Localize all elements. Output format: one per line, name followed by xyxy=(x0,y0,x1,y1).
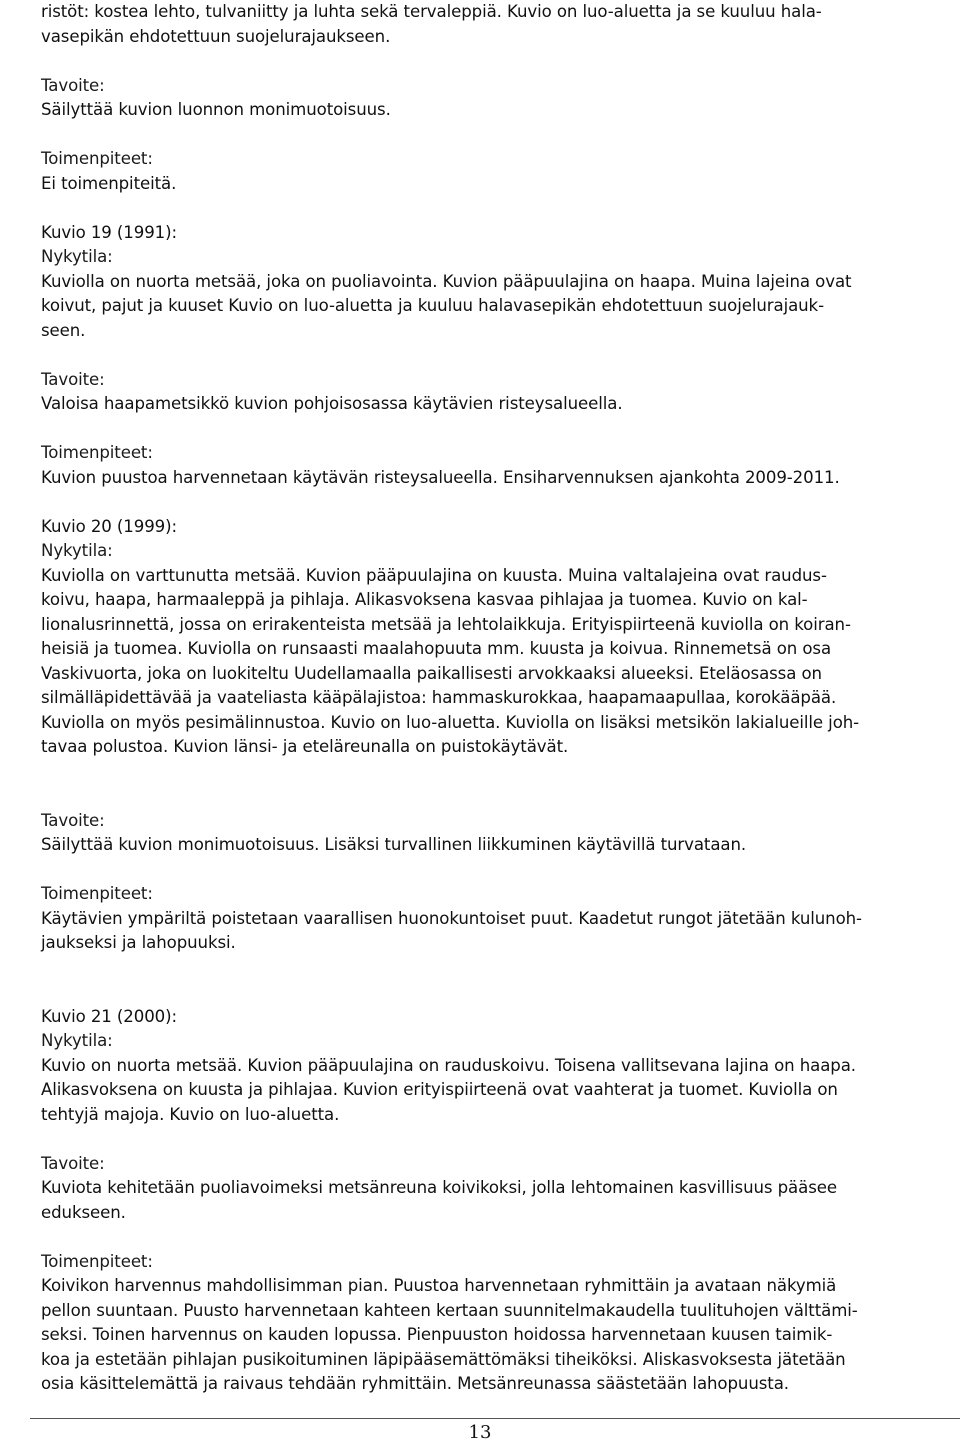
tavoite-label: Tavoite: xyxy=(41,75,105,95)
text-line: heisiä ja tuomea. Kuviolla on runsaasti maalahopuuta mm. kuusta ja koivua. Rinnemetsä on osa xyxy=(41,639,832,658)
toimenpiteet-label: Toimenpiteet: xyxy=(41,884,153,903)
tavoite-text: Valoisa haapametsikkö kuvion pohjoisosassa käytävien risteysalueella. xyxy=(41,394,623,413)
toimenpiteet-text: Ei toimenpiteitä. xyxy=(41,173,177,193)
text-line: koa ja estetään pihlajan pusikoituminen läpipääsemättömäksi tiheiköksi. Aliskasvoksesta jätetään xyxy=(41,1349,846,1369)
toimenpiteet-text: Kuvion puustoa harvennetaan käytävän risteysalueella. Ensiharvennuksen ajankohta 2009-2011. xyxy=(41,467,840,487)
text-line: seen. xyxy=(41,320,86,340)
nykytila-label: Nykytila: xyxy=(41,247,113,266)
document-body xyxy=(41,0,953,1397)
text-line: jaukseksi ja lahopuuksi. xyxy=(41,933,236,952)
text-line: Vaskivuorta, joka on luokiteltu Uudellamaalla paikallisesti arvokkaaksi alueeksi. Eteläosassa on xyxy=(41,663,822,683)
tavoite-text: Säilyttää kuvion luonnon monimuotoisuus. xyxy=(41,100,391,119)
section-heading: Kuvio 21 (2000): xyxy=(41,1006,177,1026)
tavoite-text: Säilyttää kuvion monimuotoisuus. Lisäksi turvallinen liikkuminen käytävillä turvataan. xyxy=(41,835,747,854)
text-line: tehtyjä majoja. Kuvio on luo-aluetta. xyxy=(41,1104,340,1124)
kuvio-19-section xyxy=(41,221,953,491)
tavoite-label: Tavoite: xyxy=(41,369,105,389)
text-line: silmälläpidettävää ja vaateliasta kääpälajistoa: hammaskurokkaa, haapamaapullaa, korokääpää. xyxy=(41,688,837,707)
text-line: seksi. Toinen harvennus on kauden lopussa. Pienpuuston hoidossa harvennetaan kuusen taimik- xyxy=(41,1325,833,1344)
text-line: Kuviolla on myös pesimälinnustoa. Kuvio on luo-aluetta. Kuviolla on lisäksi metsikön lakialueille joh- xyxy=(41,712,860,732)
kuvio-20-section xyxy=(41,515,953,956)
text-line: koivut, pajut ja kuuset Kuvio on luo-aluetta ja kuuluu halavasepikän ehdotettuun suojelurajauk- xyxy=(41,296,824,315)
text-line: Kuviolla on nuorta metsää, joka on puoliavointa. Kuvion pääpuulajina on haapa. Muina lajeina ovat xyxy=(41,271,852,291)
text-line: pellon suuntaan. Puusto harvennetaan kahteen kertaan suunnitelmakaudella tuulituhojen välttämi- xyxy=(41,1300,858,1320)
section-heading: Kuvio 20 (1999): xyxy=(41,516,177,536)
text-line: Alikasvoksena on kuusta ja pihlajaa. Kuvion erityispiirteenä ovat vaahterat ja tuomet. Kuviolla on xyxy=(41,1080,838,1099)
text-line: Kuviolla on varttunutta metsää. Kuvion pääpuulajina on kuusta. Muina valtalajeina ovat raudus- xyxy=(41,565,827,585)
text-line: osia käsittelemättä ja raivaus tehdään ryhmittäin. Metsänreunassa säästetään lahopuusta. xyxy=(41,1374,789,1393)
tavoite-label: Tavoite: xyxy=(41,1153,105,1173)
text-line: ristöt: kostea lehto, tulvaniitty ja luhta sekä tervaleppiä. Kuvio on luo-aluetta ja se kuuluu hala- xyxy=(41,2,822,21)
intro-section xyxy=(41,0,953,196)
footer-divider xyxy=(30,1418,960,1419)
text-line: tavaa polustoa. Kuvion länsi- ja eteläreunalla on puistokäytävät. xyxy=(41,737,569,756)
toimenpiteet-label: Toimenpiteet: xyxy=(41,149,153,168)
text-line: koivu, haapa, harmaaleppä ja pihlaja. Alikasvoksena kasvaa pihlajaa ja tuomea. Kuvio on kal- xyxy=(41,590,808,609)
text-line: vasepikän ehdotettuun suojelurajaukseen. xyxy=(41,26,391,46)
text-line: Kuvio on nuorta metsää. Kuvion pääpuulajina on rauduskoivu. Toisena vallitsevana lajina on haapa. xyxy=(41,1055,856,1075)
text-line: edukseen. xyxy=(41,1202,126,1222)
section-heading: Kuvio 19 (1991): xyxy=(41,222,177,242)
text-line: lionalusrinnettä, jossa on erirakenteista metsää ja lehtolaikkuja. Erityispiirteenä kuviolla on koiran- xyxy=(41,614,851,634)
nykytila-label: Nykytila: xyxy=(41,1031,113,1050)
text-line: Koivikon harvennus mahdollisimman pian. Puustoa harvennetaan ryhmittäin ja avataan näkymiä xyxy=(41,1276,837,1295)
text-line: Kuviota kehitetään puoliavoimeksi metsänreuna koivikoksi, jolla lehtomainen kasvillisuus pääsee xyxy=(41,1178,837,1197)
tavoite-label: Tavoite: xyxy=(41,810,105,830)
text-line: Käytävien ympäriltä poistetaan vaarallisen huonokuntoiset puut. Kaadetut rungot jätetään kulunoh- xyxy=(41,908,862,928)
toimenpiteet-label: Toimenpiteet: xyxy=(41,1251,153,1271)
nykytila-label: Nykytila: xyxy=(41,541,113,560)
toimenpiteet-label: Toimenpiteet: xyxy=(41,443,153,462)
kuvio-21-section xyxy=(41,1005,953,1397)
page-number: 13 xyxy=(468,1422,492,1443)
